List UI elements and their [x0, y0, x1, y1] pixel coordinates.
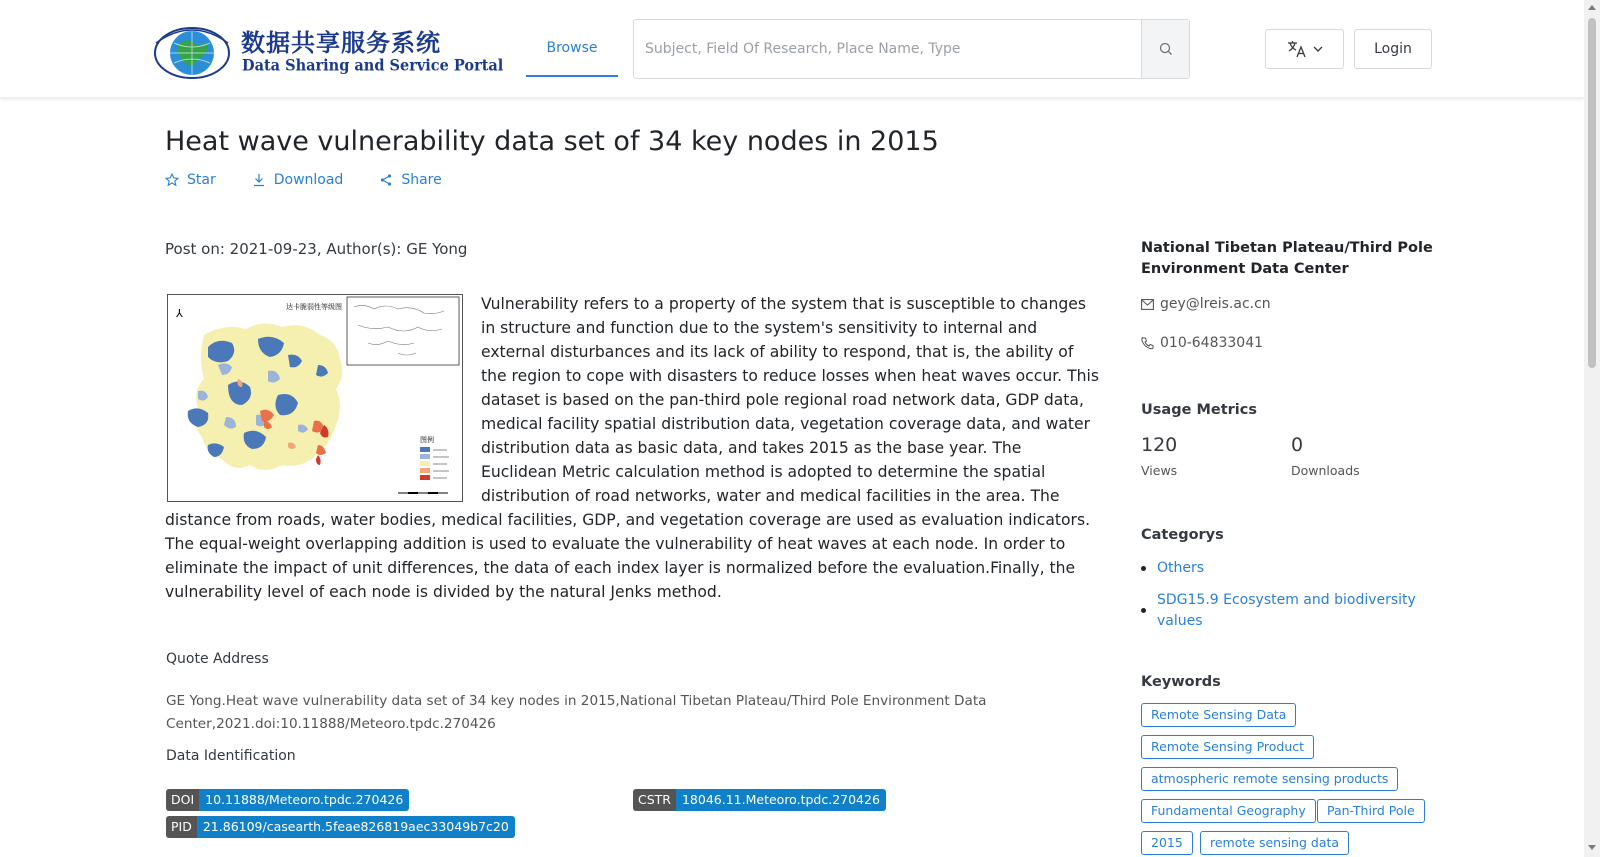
vulnerability-map-image [168, 295, 462, 501]
share-label: Share [401, 172, 442, 188]
contact-phone [1141, 335, 1263, 351]
site-logo[interactable] [152, 20, 504, 80]
download-label: Download [273, 172, 344, 188]
scrollbar-thumb[interactable] [1588, 18, 1596, 368]
logo-chinese-text: 数据共享服务系统 [241, 28, 441, 57]
phone-text: 010-64833041 [1160, 335, 1264, 351]
doi-badge[interactable] [166, 789, 409, 811]
share-icon [379, 173, 393, 187]
mail-icon [1141, 299, 1154, 310]
contact-email[interactable] [1141, 296, 1271, 312]
nav-browse-tab[interactable]: Browse [526, 20, 618, 77]
phone-icon [1141, 337, 1154, 350]
translate-icon [1287, 40, 1307, 58]
pid-badge[interactable] [166, 816, 515, 838]
page-scrollbar[interactable] [1584, 0, 1600, 857]
keyword-tag[interactable]: Remote Sensing Data [1141, 703, 1296, 727]
dataset-actions [165, 172, 442, 188]
login-button[interactable]: Login [1354, 29, 1432, 69]
category-item[interactable] [1141, 558, 1431, 579]
views-label: Views [1141, 463, 1178, 478]
globe-logo-icon [152, 23, 232, 80]
download-icon [252, 173, 266, 187]
category-link[interactable]: Others [1157, 560, 1205, 576]
email-text: gey@lreis.ac.cn [1160, 296, 1271, 312]
cstr-value: 18046.11.Meteoro.tpdc.270426 [676, 789, 886, 811]
logo-english-text: Data Sharing and Service Portal [242, 56, 504, 75]
legend-title-text: 图例 [420, 436, 434, 444]
cstr-key: CSTR [633, 789, 676, 811]
scroll-down-icon[interactable] [1588, 845, 1596, 850]
dataset-thumbnail[interactable] [167, 294, 463, 502]
dataset-description [165, 292, 1102, 604]
top-header [0, 0, 1584, 98]
search-icon [1159, 42, 1173, 56]
keyword-tag[interactable]: Remote Sensing Product [1141, 735, 1314, 759]
downloads-count: 0 [1291, 434, 1304, 456]
category-item[interactable] [1141, 590, 1431, 632]
bullet-icon [1141, 608, 1146, 613]
quote-text: GE Yong.Heat wave vulnerability data set of 34 key nodes in 2015,National Tibetan Plateau/Third Pole Environment Data Center,2021.doi:10.11888/Meteoro.tpdc.270426 [166, 693, 987, 732]
quote-heading: Quote Address [166, 651, 269, 667]
categories-heading: Categorys [1141, 527, 1224, 543]
cstr-badge[interactable] [633, 789, 886, 811]
pid-key: PID [166, 816, 197, 838]
views-count: 120 [1141, 434, 1178, 456]
language-selector[interactable] [1265, 29, 1344, 69]
organization-name: National Tibetan Plateau/Third Pole Environment Data Center [1141, 240, 1433, 277]
download-button[interactable] [252, 172, 344, 188]
keyword-tag[interactable]: atmospheric remote sensing products [1141, 767, 1398, 791]
keyword-tag[interactable]: Fundamental Geography [1141, 799, 1316, 823]
svg-text:⅄: ⅄ [176, 307, 183, 320]
star-label: Star [187, 172, 216, 188]
map-title-text: 达卡脆弱性等级图 [286, 303, 342, 311]
description-text: Vulnerability refers to a property of the system that is susceptible to changes in structure and function due to the system's sensitivity to internal and external disturbances and its lack of ability to respond, that is, the ability of the region to cope with disasters to reduce losses when heat waves occur. This dataset is based on the pan-third pole regional road network data, GDP data, medical facility spatial distribution data, vegetation coverage data, and water distribution data as basic data, and takes 2015 as the base year. The Euclidean Metric calculation method is adopted to determine the spatial distribution of road networks, water and medical facilities in the area. The distance from roads, water bodies, medical facilities, GDP, and vegetation coverage are used as evaluation indicators. The equal-weight overlapping addition is used to evaluate the vulnerability of heat waves at each node. In order to eliminate the impact of unit differences, the data of each index layer is normalized before the evaluation.Finally, the vulnerability level of each node is divided by the natural Jenks method. [165, 295, 1099, 601]
bullet-icon [1141, 566, 1146, 571]
keyword-tag[interactable]: 2015 [1141, 831, 1193, 855]
page-title: Heat wave vulnerability data set of 34 key nodes in 2015 [165, 126, 939, 157]
search-input[interactable] [634, 20, 1141, 78]
search-bar [633, 19, 1190, 79]
pid-value: 21.86109/casearth.5feae826819aec33049b7c20 [197, 816, 515, 838]
keyword-tag[interactable]: remote sensing data [1200, 831, 1349, 855]
downloads-label: Downloads [1291, 463, 1360, 478]
scroll-up-icon[interactable] [1588, 5, 1596, 10]
keyword-tag[interactable]: Pan-Third Pole [1317, 799, 1425, 823]
star-button[interactable] [165, 172, 216, 188]
chevron-down-icon [1313, 45, 1323, 53]
doi-value: 10.11888/Meteoro.tpdc.270426 [199, 789, 409, 811]
identification-heading: Data Identification [166, 748, 296, 764]
doi-key: DOI [166, 789, 199, 811]
star-icon [165, 173, 179, 187]
usage-metrics-heading: Usage Metrics [1141, 402, 1257, 418]
post-meta: Post on: 2021-09-23, Author(s): GE Yong [165, 240, 468, 258]
category-link[interactable]: SDG15.9 Ecosystem and biodiversity values [1157, 592, 1416, 629]
keywords-heading: Keywords [1141, 674, 1221, 690]
search-button[interactable] [1141, 20, 1189, 78]
share-button[interactable] [379, 172, 441, 188]
